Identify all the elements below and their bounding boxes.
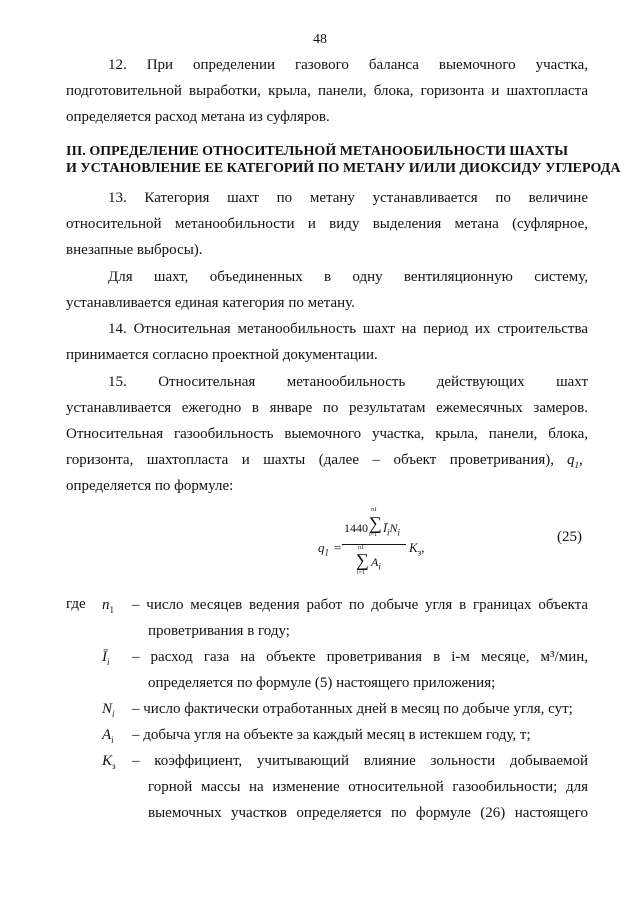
p15-line-4 [66,451,554,469]
formula-denominator [356,545,406,579]
p13-line-2: относительной метанообильности и виду выделения метана (суфлярное, [66,216,588,232]
def-ii-line-1: – расход газа на объекте проветривания в i-м месяце, м³/мин, [132,649,588,665]
p14-line-2: принимается согласно проектной документации. [66,347,378,363]
formula-lhs [318,540,329,558]
formula-lhs-q: q [318,540,325,555]
def-n1-line-2: проветривания в году; [148,623,290,639]
section-heading-line-2: И УСТАНОВЛЕНИЕ ЕЕ КАТЕГОРИЙ ПО МЕТАНУ И/ИЛИ ДИОКСИДУ УГЛЕРОДА [66,161,621,176]
def-ii-symbol: $Ī_i$ [102,649,110,667]
formula-multiplier: $K_з$, [409,540,425,558]
p15-line-1: 15. Относительная метанообильность действующих шахт [108,374,588,390]
p15-line-4-text: горизонта, шахтопласта и шахты (далее – объект проветривания), [66,452,554,468]
formula-sum-lower: i=1 [369,532,378,538]
def-kz-line-2: горной массы на изменение относительной газообильности; для [148,779,588,795]
p13-line-3: внезапные выбросы). [66,242,203,258]
p15-line-5: определяется по формуле: [66,478,234,494]
formula-den-sum-icon: ∑ [356,550,369,570]
p12-line-1: 12. При определении газового баланса выемочного участка, [108,57,588,73]
p15-q1-symbol: $q_1$, [567,452,583,470]
formula-sum-upper: n1 [371,507,377,513]
formula-den-sum-upper: n1 [358,545,364,551]
formula-den-term: $A_i$ [371,555,381,572]
p13b-line-2: устанавливается единая категория по метану. [66,295,355,311]
def-ai-line-1: – добыча угля на объекте за каждый месяц в истекшем году, т; [132,727,531,743]
p12-line-2: подготовительной выработки, крыла, панели, блока, горизонта и шахтопласта [66,83,588,99]
def-ai-symbol: $A_i$ [102,727,114,745]
def-kz-line-1: – коэффициент, учитывающий влияние зольности добываемой [132,753,588,769]
where-word: где [66,596,86,612]
formula-eq: = [334,540,342,555]
section-heading-line-1: III. ОПРЕДЕЛЕНИЕ ОТНОСИТЕЛЬНОЙ МЕТАНООБИЛЬНОСТИ ШАХТЫ [66,144,568,159]
def-kz-line-3: выемочных участков определяется по формуле (26) настоящего [148,805,588,821]
formula-sum-icon: ∑ [369,513,382,533]
p15-line-3: Относительная газообильность выемочного участка, крыла, панели, блока, [66,426,588,442]
formula-number: (25) [557,529,582,545]
p13b-line-1: Для шахт, объединенных в одну вентиляционную систему, [108,269,588,285]
page-number: 48 [313,32,327,47]
p13-line-1: 13. Категория шахт по метану устанавливается по величине [108,190,588,206]
def-n1-symbol: $n_1$ [102,597,114,615]
formula-num-terms: $Ī_iN_i$ [383,521,401,538]
p15-q-letter: q [567,452,575,468]
p15-line-2: устанавливается ежегодно в январе по результатам ежемесячных замеров. [66,400,588,416]
formula-den-sum-lower: i=1 [357,570,366,576]
formula-coef: 1440 [344,521,368,535]
def-kz-symbol: $K_з$ [102,753,116,771]
def-n1-line-1: – число месяцев ведения работ по добыче угля в границах объекта [132,597,588,613]
def-ni-symbol: $N_i$ [102,701,115,719]
formula-lhs-sub: 1 [324,547,329,558]
p12-line-3: определяется расход метана из суфляров. [66,109,330,125]
def-ii-line-2: определяется по формуле (5) настоящего приложения; [148,675,496,691]
formula-25 [318,507,518,585]
formula-numerator [344,507,404,541]
p14-line-1: 14. Относительная метанообильность шахт на период их строительства [108,321,588,337]
def-ni-line-1: – число фактически отработанных дней в месяц по добыче угля, сут; [132,701,573,717]
